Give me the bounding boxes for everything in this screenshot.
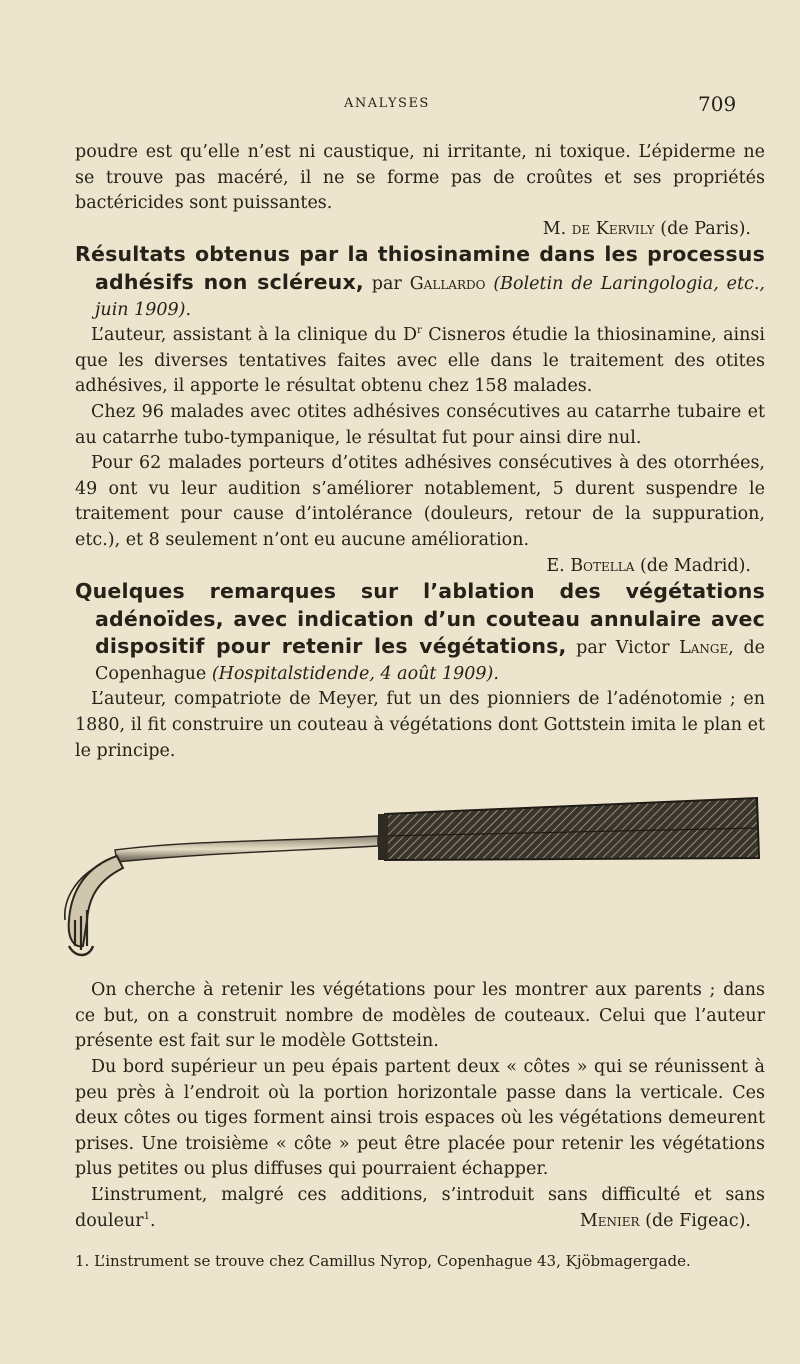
page-header [0, 92, 800, 122]
paragraph: L’auteur, assistant à la clinique du $D^r$ Cisneros étudie la thiosinamine, ainsi que les diverses tentatives faites avec elle dans le traitement des otites adhésives, il apporte le résultat obtenu chez 158 malades. [75, 325, 765, 397]
article-heading-adenoides: Quelques remarques sur l’ablation des végétations adénoïdes, avec indication d’un couteau annulaire avec dispositif pour retenir les végétations, par Victor Lange, de Copenhague (Hospitalstidende, 4 août 1909). [75, 579, 766, 684]
article-body [75, 140, 765, 1234]
running-head: ANALYSES [344, 96, 430, 111]
paragraph: L’auteur, compatriote de Meyer, fut un des pionniers de l’adénotomie ; en 1880, il fit construire un couteau à végétations dont Gottstein imita le plan et le principe. [75, 689, 765, 761]
footnote: 1. L’instrument se trouve chez Camillus Nyrop, Copenhague 43, Kjöbmagergade. [75, 1252, 691, 1270]
page-number: 709 [698, 92, 737, 116]
paragraph: On cherche à retenir les végétations pour les montrer aux parents ; dans ce but, on a construit nombre de modèles de couteaux. Celui que l’auteur présente est fait sur le modèle Gottstein. [75, 980, 765, 1052]
paragraph: Du bord supérieur un peu épais partent deux « côtes » qui se réunissent à peu près à l’endroit où la portion horizontale passe dans la verticale. Ces deux côtes ou tiges forment ainsi trois espaces où les végétations demeurent prises. Une troisième « côte » peut être placée pour retenir les végétations plus petites ou plus diffuses qui pourraient échapper. [75, 1057, 765, 1180]
paragraph: L’instrument, malgré ces additions, s’introduit sans difficulté et sans douleur$^1$. Menier (de Figeac). [75, 1183, 765, 1234]
author-name: Menier [579, 1210, 640, 1231]
author-name: Gallardo [409, 273, 486, 294]
signature-menier: Menier (de Figeac). [579, 1210, 751, 1231]
footnote-ref[interactable]: 1 [143, 1210, 150, 1222]
paragraph: Chez 96 malades avec otites adhésives consécutives au catarrhe tubaire et au catarrhe tubo-tympanique, le résultat fut pour ainsi dire nul. [75, 401, 765, 448]
citation: (Boletin de Laringologia, etc., juin 1909). [95, 273, 765, 320]
author-name: Botella [570, 555, 635, 576]
paragraph: Pour 62 malades porteurs d’otites adhésives consécutives à des otorrhées, 49 ont vu leur audition s’améliorer notablement, 5 durent suspendre le traitement pour cause d’intolérance (douleurs, retour de la suppuration, etc.), et 8 seulement n’ont eu aucune amélioration. [75, 453, 765, 550]
signature-botella: E. Botella (de Madrid). [546, 555, 751, 576]
adenotome-figure [75, 770, 765, 976]
annular-knife-illustration [45, 770, 765, 970]
article-title: Quelques remarques sur l’ablation des végétations adénoïdes, avec indication d’un couteau annulaire avec dispositif pour retenir les végétations, [75, 579, 765, 659]
author-name: de Kervily [571, 218, 655, 239]
article-heading-thiosinamine: Résultats obtenus par la thiosinamine dans les processus adhésifs non scléreux, par Gallardo (Boletin de Laringologia, etc., juin 1909). [75, 242, 765, 320]
citation: (Hospitalstidende, 4 août 1909). [211, 663, 499, 684]
signature-kervily: M. de Kervily (de Paris). [542, 218, 751, 239]
article-title: Résultats obtenus par la thiosinamine dans les processus adhésifs non scléreux, [75, 242, 765, 294]
continued-paragraph: poudre est qu’elle n’est ni caustique, ni irritante, ni toxique. L’épiderme ne se trouve pas macéré, il ne se forme pas de croûtes et ses propriétés bactéricides sont puissantes. [75, 142, 765, 214]
author-name: Lange [679, 638, 729, 659]
